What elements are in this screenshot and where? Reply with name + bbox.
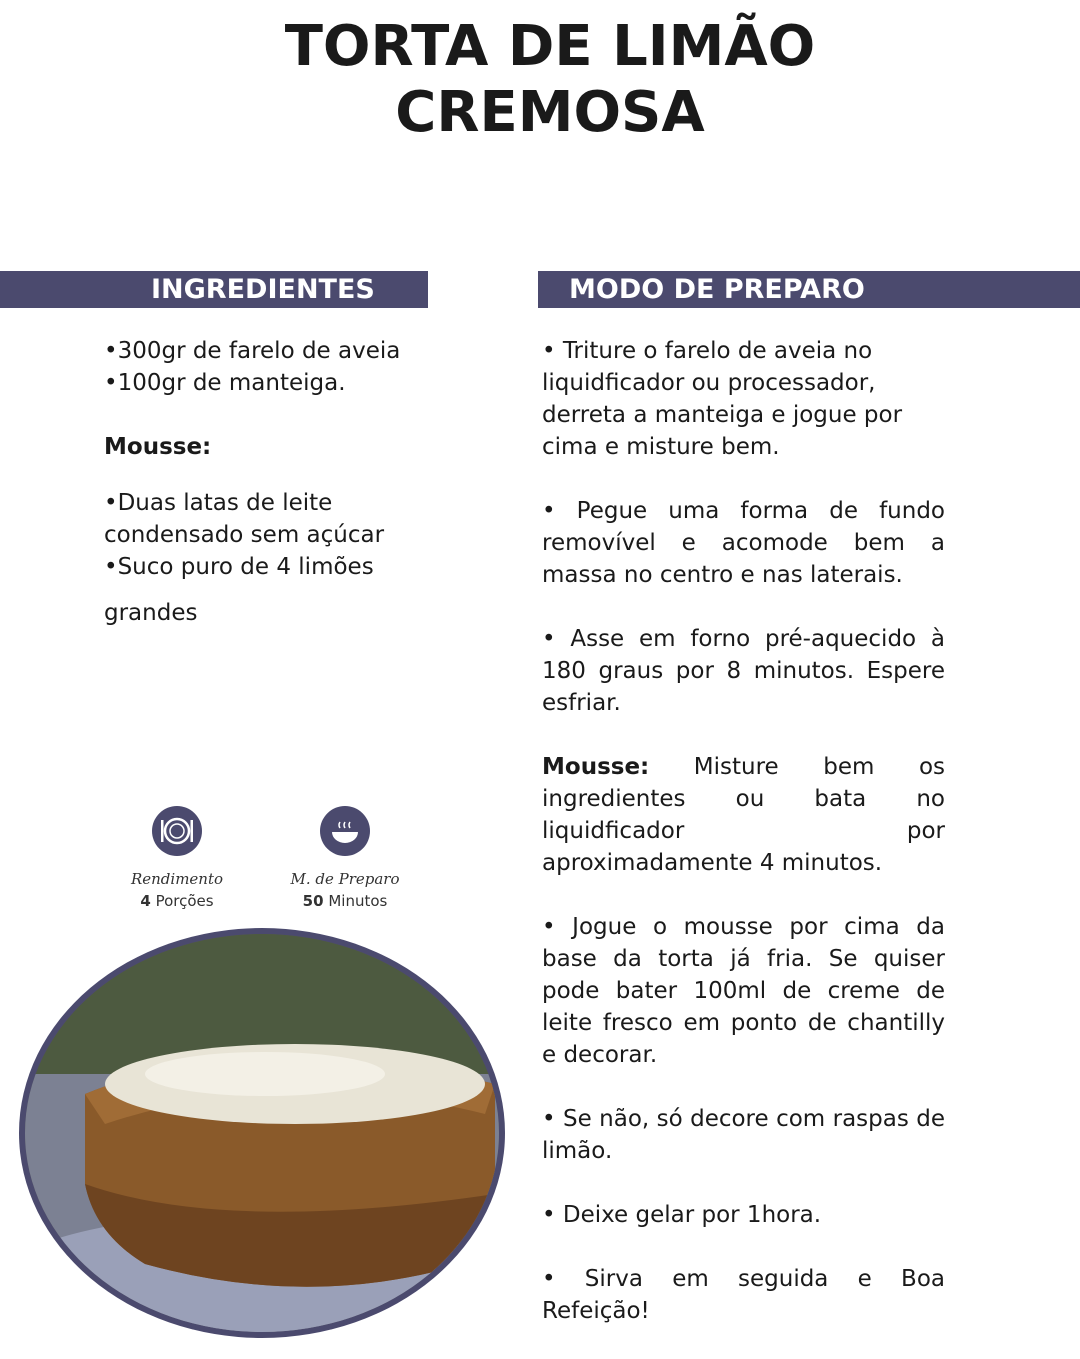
recipe-title [0,14,1080,146]
preparation-header-band [538,271,1080,308]
ingredient-item: •100gr de manteiga. [104,370,346,396]
preparation-step: • Asse em forno pré-aquecido à 180 graus por 8 minutos. Espere esfriar. [542,626,945,716]
ingredient-item-continuation: grandes [104,600,198,626]
preparation-step: • Se não, só decore com raspas de limão. [542,1106,945,1164]
recipe-title-line2: CREMOSA [395,80,705,145]
ingredients-header: INGREDIENTES [151,274,375,305]
mousse-subheading: Mousse: [104,434,212,460]
recipe-title-line1: TORTA DE LIMÃO [284,14,816,79]
ingredient-item: •Suco puro de 4 limões [104,554,374,580]
prep-time-label: M. de Preparo [290,870,400,888]
preparation-step: • Jogue o mousse por cima da base da torta já fria. Se quiser pode bater 100ml de creme de leite fresco em ponto de chantilly e decorar. [542,914,945,1068]
plate-cutlery-icon [152,806,202,856]
mousse-text: Misture bem os ingredientes ou bata no liquidficador por aproximadamente 4 minutos. [542,754,946,876]
preparation-step: • Sirva em seguida e Boa Refeição! [542,1266,945,1324]
prep-time-info [285,806,405,912]
yield-label: Rendimento [130,870,224,888]
ingredient-item: •Duas latas de leite condensado sem açúcar [104,490,385,548]
pie-photo [19,928,505,1338]
preparation-step: • Deixe gelar por 1hora. [542,1202,822,1228]
prep-time-value: 50 Minutos [302,892,388,910]
mousse-label: Mousse: [542,754,650,780]
yield-info [117,806,237,912]
preparation-step: • Pegue uma forma de fundo removível e acomode bem a massa no centro e nas laterais. [542,498,945,588]
ingredients-header-band [0,271,428,308]
ingredient-item: •300gr de farelo de aveia [104,338,401,364]
preparation-header: MODO DE PREPARO [569,274,865,305]
pie-photo-image [25,934,499,1332]
preparation-steps [542,335,945,1359]
ingredients-list [104,335,424,629]
preparation-step-mousse [542,751,945,879]
preparation-step: • Triture o farelo de aveia no liquidficador ou processador, derreta a manteiga e jogue por cima e misture bem. [542,338,903,460]
yield-value: 4 Porções [140,892,214,910]
bowl-icon [320,806,370,856]
